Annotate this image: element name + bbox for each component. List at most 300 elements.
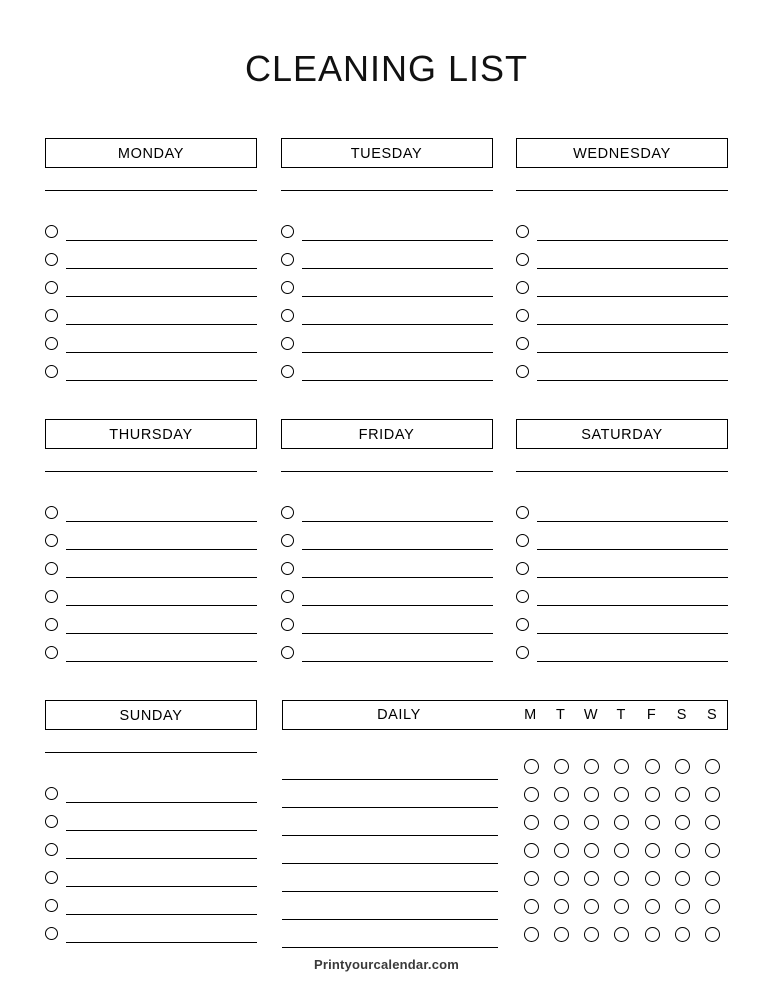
checkbox-circle-icon[interactable] <box>614 843 629 858</box>
task-lines-tuesday <box>281 213 493 381</box>
task-line[interactable] <box>281 578 493 606</box>
checkbox-circle-icon[interactable] <box>554 871 569 886</box>
checkbox-circle-icon[interactable] <box>45 815 58 828</box>
checkbox-circle-icon[interactable] <box>516 562 529 575</box>
daily-check-cells <box>516 920 728 948</box>
checkbox-circle-icon[interactable] <box>45 646 58 659</box>
checkbox-circle-icon[interactable] <box>45 225 58 238</box>
write-line[interactable] <box>537 240 728 241</box>
daily-check[interactable] <box>546 927 576 942</box>
write-line[interactable] <box>537 577 728 578</box>
write-line[interactable] <box>66 268 257 269</box>
daily-task-row[interactable] <box>282 752 728 780</box>
daily-check[interactable] <box>607 927 637 942</box>
checkbox-circle-icon[interactable] <box>281 646 294 659</box>
task-line[interactable] <box>45 606 257 634</box>
daily-check[interactable] <box>667 787 697 802</box>
checkbox-circle-icon[interactable] <box>645 899 660 914</box>
checkbox-circle-icon[interactable] <box>614 787 629 802</box>
checkbox-circle-icon[interactable] <box>45 253 58 266</box>
daily-check[interactable] <box>698 899 728 914</box>
checkbox-circle-icon[interactable] <box>705 759 720 774</box>
write-line[interactable] <box>302 296 493 297</box>
write-line[interactable] <box>282 891 498 892</box>
daily-check[interactable] <box>667 815 697 830</box>
daily-write-cell[interactable] <box>282 835 516 836</box>
daily-check[interactable] <box>637 759 667 774</box>
week-row-3 <box>45 700 728 948</box>
task-line[interactable] <box>281 494 493 522</box>
task-line[interactable] <box>45 522 257 550</box>
daily-check[interactable] <box>577 787 607 802</box>
daily-check[interactable] <box>637 815 667 830</box>
task-lines-saturday <box>516 494 728 662</box>
day-block-thursday <box>45 419 257 662</box>
day-header-monday: MONDAY <box>45 138 257 168</box>
checkbox-circle-icon[interactable] <box>45 309 58 322</box>
daily-block <box>282 700 728 948</box>
task-line[interactable] <box>45 550 257 578</box>
task-line[interactable] <box>516 494 728 522</box>
checkbox-circle-icon[interactable] <box>281 281 294 294</box>
task-line[interactable] <box>516 634 728 662</box>
daily-check[interactable] <box>546 759 576 774</box>
task-line[interactable] <box>281 634 493 662</box>
checkbox-circle-icon[interactable] <box>705 927 720 942</box>
checkbox-circle-icon[interactable] <box>675 843 690 858</box>
top-rule <box>45 190 257 191</box>
checkbox-circle-icon[interactable] <box>614 927 629 942</box>
write-line[interactable] <box>282 919 498 920</box>
daily-check[interactable] <box>637 899 667 914</box>
daily-check[interactable] <box>516 815 546 830</box>
daily-check[interactable] <box>516 927 546 942</box>
daily-check-cells <box>516 864 728 892</box>
write-line[interactable] <box>66 296 257 297</box>
daily-check[interactable] <box>607 899 637 914</box>
checkbox-circle-icon[interactable] <box>554 899 569 914</box>
write-line[interactable] <box>302 324 493 325</box>
day-initial-thursday: T <box>616 707 626 723</box>
daily-task-row[interactable] <box>282 808 728 836</box>
checkbox-circle-icon[interactable] <box>45 562 58 575</box>
checkbox-circle-icon[interactable] <box>705 871 720 886</box>
top-rule <box>281 190 493 191</box>
task-line[interactable] <box>281 550 493 578</box>
task-line[interactable] <box>45 494 257 522</box>
checkbox-circle-icon[interactable] <box>645 787 660 802</box>
day-initial-saturday: S <box>676 707 687 723</box>
checkbox-circle-icon[interactable] <box>516 618 529 631</box>
checkbox-circle-icon[interactable] <box>554 843 569 858</box>
checkbox-circle-icon[interactable] <box>675 759 690 774</box>
day-block-sunday <box>45 700 257 948</box>
write-line[interactable] <box>302 605 493 606</box>
day-initial-wednesday: W <box>583 707 598 723</box>
checkbox-circle-icon[interactable] <box>281 253 294 266</box>
write-line[interactable] <box>302 352 493 353</box>
page-title: CLEANING LIST <box>244 48 529 89</box>
task-line[interactable] <box>45 578 257 606</box>
task-line[interactable] <box>45 859 257 887</box>
daily-check[interactable] <box>577 899 607 914</box>
day-header-saturday: SATURDAY <box>516 419 728 449</box>
top-rule <box>45 471 257 472</box>
daily-header <box>282 700 728 730</box>
checkbox-circle-icon[interactable] <box>554 815 569 830</box>
top-rule <box>45 752 257 753</box>
write-line[interactable] <box>66 802 257 803</box>
checkbox-circle-icon[interactable] <box>645 815 660 830</box>
task-line[interactable] <box>281 213 493 241</box>
write-line[interactable] <box>302 661 493 662</box>
task-line[interactable] <box>45 634 257 662</box>
daily-check[interactable] <box>607 843 637 858</box>
daily-check[interactable] <box>637 787 667 802</box>
checkbox-circle-icon[interactable] <box>516 281 529 294</box>
day-initial-sunday: S <box>706 707 717 723</box>
day-header-sunday: SUNDAY <box>45 700 257 730</box>
write-line[interactable] <box>537 661 728 662</box>
write-line[interactable] <box>537 296 728 297</box>
task-line[interactable] <box>281 297 493 325</box>
checkbox-circle-icon[interactable] <box>281 590 294 603</box>
daily-task-row[interactable] <box>282 864 728 892</box>
daily-check[interactable] <box>577 815 607 830</box>
task-line[interactable] <box>281 325 493 353</box>
daily-check[interactable] <box>577 927 607 942</box>
checkbox-circle-icon[interactable] <box>45 534 58 547</box>
daily-check[interactable] <box>577 843 607 858</box>
section-gap <box>45 662 728 700</box>
task-lines-sunday <box>45 775 257 943</box>
task-line[interactable] <box>281 522 493 550</box>
write-line[interactable] <box>302 240 493 241</box>
daily-check[interactable] <box>516 759 546 774</box>
daily-task-row[interactable] <box>282 892 728 920</box>
top-rule <box>281 471 493 472</box>
day-header-friday: FRIDAY <box>281 419 493 449</box>
write-line[interactable] <box>302 633 493 634</box>
task-lines-wednesday <box>516 213 728 381</box>
daily-write-cell[interactable] <box>282 947 516 948</box>
daily-check[interactable] <box>698 787 728 802</box>
checkbox-circle-icon[interactable] <box>584 759 599 774</box>
checkbox-circle-icon[interactable] <box>516 365 529 378</box>
daily-check[interactable] <box>698 871 728 886</box>
daily-write-cell[interactable] <box>282 807 516 808</box>
checkbox-circle-icon[interactable] <box>554 927 569 942</box>
checkbox-circle-icon[interactable] <box>516 253 529 266</box>
checkbox-circle-icon[interactable] <box>524 815 539 830</box>
task-line[interactable] <box>281 269 493 297</box>
write-line[interactable] <box>66 549 257 550</box>
write-line[interactable] <box>66 352 257 353</box>
task-lines-thursday <box>45 494 257 662</box>
day-header-thursday: THURSDAY <box>45 419 257 449</box>
checkbox-circle-icon[interactable] <box>281 365 294 378</box>
footer-credit: Printyourcalendar.com <box>313 957 460 972</box>
checkbox-circle-icon[interactable] <box>584 843 599 858</box>
write-line[interactable] <box>537 268 728 269</box>
daily-write-cell[interactable] <box>282 919 516 920</box>
task-line[interactable] <box>281 353 493 381</box>
write-line[interactable] <box>66 661 257 662</box>
week-row-1 <box>45 138 728 381</box>
daily-check-cells <box>516 808 728 836</box>
checkbox-circle-icon[interactable] <box>45 927 58 940</box>
task-line[interactable] <box>45 831 257 859</box>
checkbox-circle-icon[interactable] <box>281 506 294 519</box>
checkbox-circle-icon[interactable] <box>516 337 529 350</box>
day-block-friday <box>281 419 493 662</box>
daily-check[interactable] <box>516 843 546 858</box>
task-line[interactable] <box>45 241 257 269</box>
checkbox-circle-icon[interactable] <box>675 899 690 914</box>
task-line[interactable] <box>516 241 728 269</box>
checkbox-circle-icon[interactable] <box>281 618 294 631</box>
checkbox-circle-icon[interactable] <box>645 927 660 942</box>
write-line[interactable] <box>302 577 493 578</box>
checkbox-circle-icon[interactable] <box>614 759 629 774</box>
task-line[interactable] <box>516 297 728 325</box>
daily-check[interactable] <box>667 927 697 942</box>
day-initials-row <box>515 701 727 729</box>
checkbox-circle-icon[interactable] <box>524 843 539 858</box>
write-line[interactable] <box>66 380 257 381</box>
task-line[interactable] <box>516 269 728 297</box>
checkbox-circle-icon[interactable] <box>614 899 629 914</box>
checkbox-circle-icon[interactable] <box>516 309 529 322</box>
checkbox-circle-icon[interactable] <box>45 337 58 350</box>
daily-check[interactable] <box>546 871 576 886</box>
checkbox-circle-icon[interactable] <box>45 871 58 884</box>
write-line[interactable] <box>66 633 257 634</box>
write-line[interactable] <box>66 605 257 606</box>
daily-check-cells <box>516 836 728 864</box>
write-line[interactable] <box>537 324 728 325</box>
checkbox-circle-icon[interactable] <box>675 815 690 830</box>
write-line[interactable] <box>66 521 257 522</box>
write-line[interactable] <box>66 942 257 943</box>
checkbox-circle-icon[interactable] <box>584 787 599 802</box>
daily-task-row[interactable] <box>282 836 728 864</box>
task-line[interactable] <box>45 803 257 831</box>
daily-task-row[interactable] <box>282 780 728 808</box>
checkbox-circle-icon[interactable] <box>554 759 569 774</box>
checkbox-circle-icon[interactable] <box>554 787 569 802</box>
checkbox-circle-icon[interactable] <box>45 590 58 603</box>
top-rule <box>516 190 728 191</box>
daily-check[interactable] <box>516 787 546 802</box>
daily-task-row[interactable] <box>282 920 728 948</box>
checkbox-circle-icon[interactable] <box>524 871 539 886</box>
checkbox-circle-icon[interactable] <box>705 843 720 858</box>
checkbox-circle-icon[interactable] <box>516 646 529 659</box>
daily-check[interactable] <box>698 759 728 774</box>
task-line[interactable] <box>45 353 257 381</box>
daily-check[interactable] <box>607 815 637 830</box>
task-line[interactable] <box>45 213 257 241</box>
checkbox-circle-icon[interactable] <box>524 759 539 774</box>
write-line[interactable] <box>282 779 498 780</box>
day-block-saturday <box>516 419 728 662</box>
checkbox-circle-icon[interactable] <box>45 365 58 378</box>
daily-check[interactable] <box>667 759 697 774</box>
daily-check[interactable] <box>546 815 576 830</box>
daily-check[interactable] <box>698 927 728 942</box>
write-line[interactable] <box>66 886 257 887</box>
checkbox-circle-icon[interactable] <box>584 815 599 830</box>
checkbox-circle-icon[interactable] <box>281 562 294 575</box>
task-line[interactable] <box>45 297 257 325</box>
write-line[interactable] <box>537 380 728 381</box>
checkbox-circle-icon[interactable] <box>524 787 539 802</box>
daily-check[interactable] <box>577 759 607 774</box>
write-line[interactable] <box>66 240 257 241</box>
checkbox-circle-icon[interactable] <box>705 787 720 802</box>
task-line[interactable] <box>516 353 728 381</box>
checkbox-circle-icon[interactable] <box>45 281 58 294</box>
daily-check[interactable] <box>698 815 728 830</box>
section-gap <box>45 381 728 419</box>
daily-check[interactable] <box>577 871 607 886</box>
daily-check[interactable] <box>667 899 697 914</box>
daily-check[interactable] <box>637 843 667 858</box>
checkbox-circle-icon[interactable] <box>516 506 529 519</box>
checkbox-circle-icon[interactable] <box>614 871 629 886</box>
task-line[interactable] <box>516 325 728 353</box>
task-line[interactable] <box>516 606 728 634</box>
checkbox-circle-icon[interactable] <box>516 590 529 603</box>
day-block-monday <box>45 138 257 381</box>
task-line[interactable] <box>45 269 257 297</box>
daily-check[interactable] <box>637 927 667 942</box>
write-line[interactable] <box>66 830 257 831</box>
daily-write-cell[interactable] <box>282 891 516 892</box>
task-line[interactable] <box>516 213 728 241</box>
task-line[interactable] <box>45 887 257 915</box>
checkbox-circle-icon[interactable] <box>516 225 529 238</box>
task-line[interactable] <box>516 578 728 606</box>
write-line[interactable] <box>66 858 257 859</box>
write-line[interactable] <box>282 807 498 808</box>
daily-check[interactable] <box>546 787 576 802</box>
day-block-tuesday <box>281 138 493 381</box>
daily-check[interactable] <box>516 871 546 886</box>
day-initial-monday: M <box>524 707 537 723</box>
checkbox-circle-icon[interactable] <box>584 899 599 914</box>
write-line[interactable] <box>282 947 498 948</box>
checkbox-circle-icon[interactable] <box>281 309 294 322</box>
write-line[interactable] <box>282 835 498 836</box>
daily-check-cells <box>516 892 728 920</box>
daily-check[interactable] <box>546 843 576 858</box>
daily-write-cell[interactable] <box>282 863 516 864</box>
task-line[interactable] <box>45 325 257 353</box>
write-line[interactable] <box>302 521 493 522</box>
checkbox-circle-icon[interactable] <box>645 871 660 886</box>
checkbox-circle-icon[interactable] <box>614 815 629 830</box>
day-block-wednesday <box>516 138 728 381</box>
daily-check[interactable] <box>637 871 667 886</box>
top-rule <box>516 471 728 472</box>
write-line[interactable] <box>302 380 493 381</box>
checkbox-circle-icon[interactable] <box>281 337 294 350</box>
daily-check[interactable] <box>546 899 576 914</box>
daily-check[interactable] <box>607 759 637 774</box>
daily-check[interactable] <box>698 843 728 858</box>
checkbox-circle-icon[interactable] <box>524 927 539 942</box>
checkbox-circle-icon[interactable] <box>45 506 58 519</box>
daily-task-grid <box>282 752 728 948</box>
task-line[interactable] <box>45 915 257 943</box>
daily-check[interactable] <box>607 787 637 802</box>
checkbox-circle-icon[interactable] <box>645 843 660 858</box>
write-line[interactable] <box>537 633 728 634</box>
checkbox-circle-icon[interactable] <box>705 815 720 830</box>
write-line[interactable] <box>537 521 728 522</box>
write-line[interactable] <box>66 324 257 325</box>
daily-check[interactable] <box>667 843 697 858</box>
write-line[interactable] <box>302 549 493 550</box>
daily-check[interactable] <box>607 871 637 886</box>
day-header-wednesday: WEDNESDAY <box>516 138 728 168</box>
task-line[interactable] <box>516 550 728 578</box>
daily-check-cells <box>516 752 728 780</box>
checkbox-circle-icon[interactable] <box>45 843 58 856</box>
planner-grid <box>45 138 728 948</box>
write-line[interactable] <box>537 352 728 353</box>
checkbox-circle-icon[interactable] <box>45 618 58 631</box>
checkbox-circle-icon[interactable] <box>45 787 58 800</box>
write-line[interactable] <box>537 549 728 550</box>
task-lines-friday <box>281 494 493 662</box>
checkbox-circle-icon[interactable] <box>675 787 690 802</box>
daily-check[interactable] <box>667 871 697 886</box>
daily-check-cells <box>516 780 728 808</box>
daily-check[interactable] <box>516 899 546 914</box>
daily-write-cell[interactable] <box>282 779 516 780</box>
checkbox-circle-icon[interactable] <box>45 899 58 912</box>
write-line[interactable] <box>66 577 257 578</box>
day-header-tuesday: TUESDAY <box>281 138 493 168</box>
checkbox-circle-icon[interactable] <box>705 899 720 914</box>
checkbox-circle-icon[interactable] <box>281 534 294 547</box>
task-line[interactable] <box>281 606 493 634</box>
checkbox-circle-icon[interactable] <box>584 927 599 942</box>
day-initial-tuesday: T <box>555 707 565 723</box>
write-line[interactable] <box>302 268 493 269</box>
write-line[interactable] <box>537 605 728 606</box>
task-lines-monday <box>45 213 257 381</box>
week-row-2 <box>45 419 728 662</box>
checkbox-circle-icon[interactable] <box>675 927 690 942</box>
checkbox-circle-icon[interactable] <box>584 871 599 886</box>
checkbox-circle-icon[interactable] <box>675 871 690 886</box>
checkbox-circle-icon[interactable] <box>645 759 660 774</box>
write-line[interactable] <box>66 914 257 915</box>
task-line[interactable] <box>45 775 257 803</box>
task-line[interactable] <box>281 241 493 269</box>
day-initial-friday: F <box>646 707 656 723</box>
checkbox-circle-icon[interactable] <box>281 225 294 238</box>
checkbox-circle-icon[interactable] <box>516 534 529 547</box>
daily-label: DAILY <box>377 707 421 723</box>
write-line[interactable] <box>282 863 498 864</box>
checkbox-circle-icon[interactable] <box>524 899 539 914</box>
task-line[interactable] <box>516 522 728 550</box>
